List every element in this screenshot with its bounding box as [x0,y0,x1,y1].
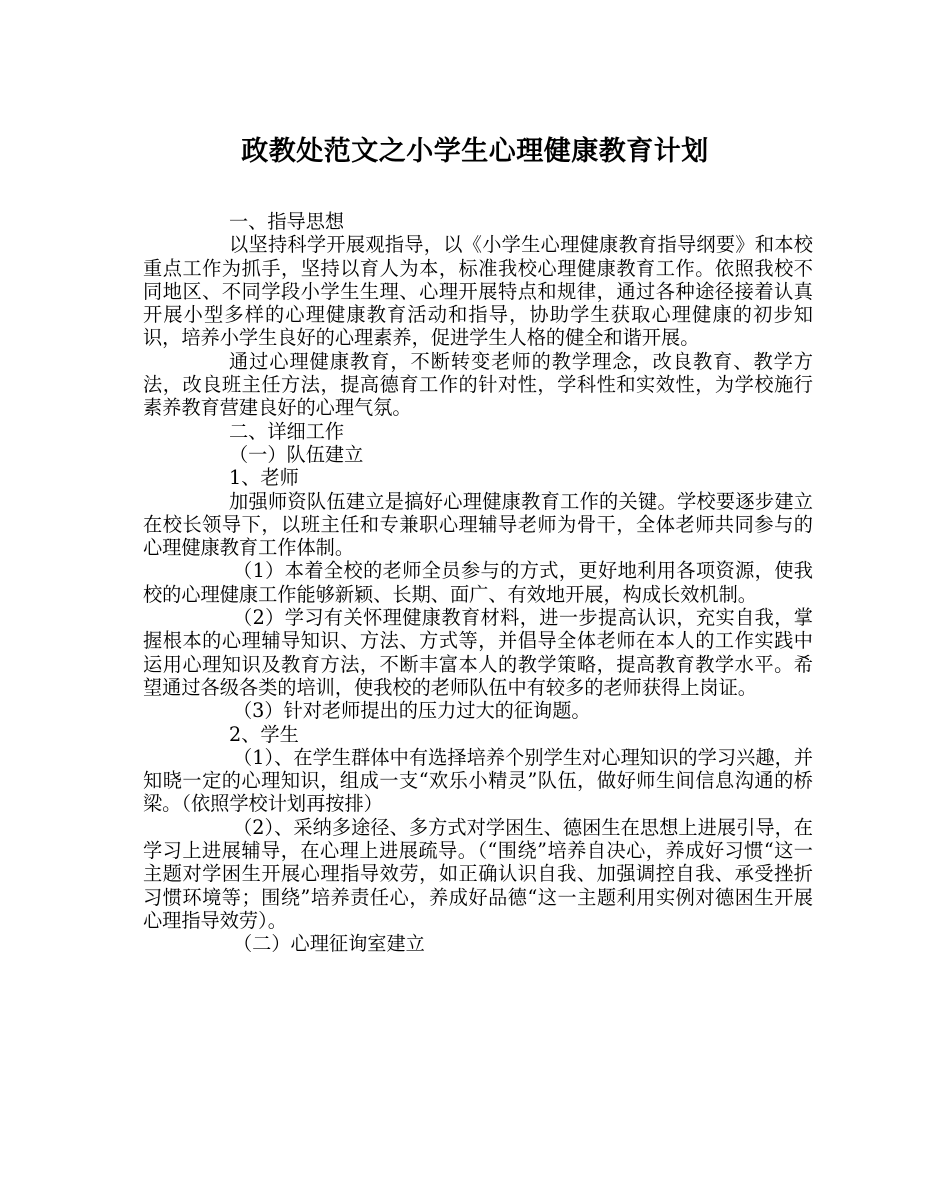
paragraph: （1）、在学生群体中有选择培养个别学生对心理知识的学习兴趣，并知晓一定的心理知识，组成一支“欢乐小精灵”队伍，做好师生间信息沟通的桥梁。（依照学校计划再按排） [143,745,813,816]
paragraph: 1、老师 [229,466,299,490]
paragraph: 以坚持科学开展观指导，以《小学生心理健康教育指导纲要》和本校重点工作为抓手，坚持以育人为本，标准我校心理健康教育工作。依照我校不同地区、不同学段小学生生理、心理开展特点和规律，通过各种途径接着认真开展小型多样的心理健康教育活动和指导，协助学生获取心理健康的初步知识，培养小学生良好的心理素养，促进学生人格的健全和谐开展。 [143,233,813,350]
paragraph: （3）针对老师提出的压力过大的征询题。 [233,699,591,723]
paragraph: 2、学生 [229,722,299,746]
paragraph: （1）本着全校的老师全员参与的方式，更好地利用各项资源，使我校的心理健康工作能够新颖、长期、面广、有效地开展，构成长效机制。 [143,559,813,606]
paragraph: （二）心理征询室建立 [233,932,425,956]
paragraph: 通过心理健康教育，不断转变老师的教学理念，改良教育、教学方法，改良班主任方法，提高德育工作的针对性，学科性和实效性，为学校施行素养教育营建良好的心理气氛。 [143,349,813,420]
document-body [143,210,813,956]
document-title: 政教处范文之小学生心理健康教育计划 [241,136,709,167]
paragraph: 加强师资队伍建立是搞好心理健康教育工作的关键。学校要逐步建立在校长领导下，以班主任和专兼职心理辅导老师为骨干，全体老师共同参与的心理健康教育工作体制。 [143,489,813,560]
paragraph: （2）、采纳多途径、多方式对学困生、德困生在思想上进展引导，在学习上进展辅导，在心理上进展疏导。（“围绕”培养自决心，养成好习惯“这一主题对学困生开展心理指导效劳，如正确认识自我、加强调控自我、承受挫折习惯环境等；围绕”培养责任心，养成好品德“这一主题利用实例对德困生开展心理指导效劳）。 [143,815,813,932]
paragraph: （一）队伍建立 [229,442,364,466]
paragraph: 二、详细工作 [229,419,345,443]
paragraph: （2）学习有关怀理健康教育材料，进一步提高认识，充实自我，掌握根本的心理辅导知识、方法、方式等，并倡导全体老师在本人的工作实践中运用心理知识及教育方法，不断丰富本人的教学策略，提高教育教学水平。希望通过各级各类的培训，使我校的老师队伍中有较多的老师获得上岗证。 [143,606,813,699]
paragraph: 一、指导思想 [229,210,345,233]
